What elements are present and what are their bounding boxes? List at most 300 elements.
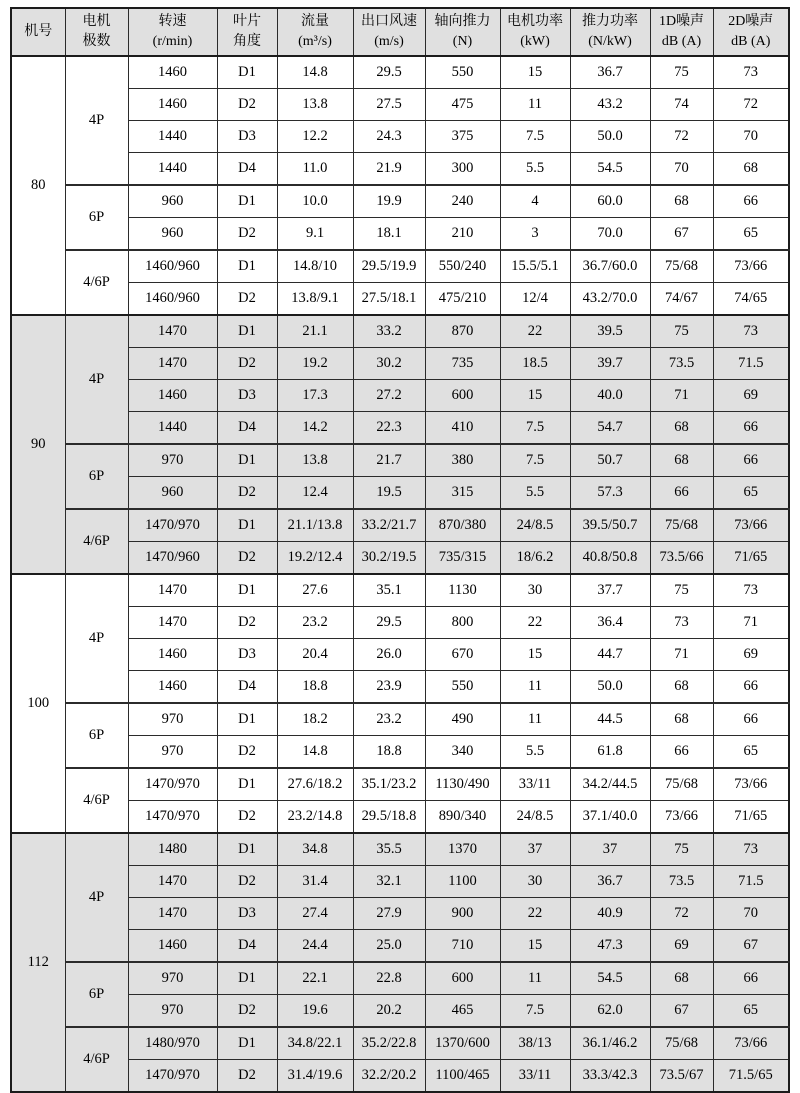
flow-cell: 20.4 [277, 639, 353, 671]
motor-power-cell: 22 [500, 898, 570, 930]
noise-1d-cell: 75 [650, 833, 713, 866]
noise-1d-cell: 75/68 [650, 1027, 713, 1060]
axial-thrust-cell: 600 [425, 962, 500, 995]
outlet-velocity-cell: 29.5/19.9 [353, 250, 425, 283]
thrust-power-cell: 70.0 [570, 218, 650, 251]
outlet-velocity-cell: 19.5 [353, 477, 425, 510]
spec-row [11, 801, 789, 834]
thrust-power-cell: 57.3 [570, 477, 650, 510]
blade-angle-cell: D3 [217, 121, 277, 153]
noise-1d-cell: 73 [650, 607, 713, 639]
noise-2d-cell: 65 [713, 477, 789, 510]
machine-number-cell: 80 [11, 56, 65, 315]
speed-cell: 1460 [128, 56, 217, 89]
blade-angle-cell: D2 [217, 801, 277, 834]
header-row [11, 8, 789, 56]
motor-power-cell: 38/13 [500, 1027, 570, 1060]
thrust-power-cell: 39.5 [570, 315, 650, 348]
spec-row [11, 283, 789, 316]
motor-power-cell: 33/11 [500, 1060, 570, 1093]
noise-2d-cell: 73 [713, 574, 789, 607]
axial-thrust-cell: 340 [425, 736, 500, 769]
thrust-power-cell: 44.7 [570, 639, 650, 671]
axial-thrust-cell: 1100/465 [425, 1060, 500, 1093]
header-thrust-power [570, 8, 650, 56]
thrust-power-cell: 40.0 [570, 380, 650, 412]
motor-power-cell: 37 [500, 833, 570, 866]
axial-thrust-cell: 1130/490 [425, 768, 500, 801]
thrust-power-cell: 40.9 [570, 898, 650, 930]
speed-cell: 970 [128, 703, 217, 736]
blade-angle-cell: D2 [217, 348, 277, 380]
speed-cell: 1460 [128, 671, 217, 704]
noise-1d-cell: 73/66 [650, 801, 713, 834]
blade-angle-cell: D1 [217, 250, 277, 283]
flow-cell: 13.8 [277, 444, 353, 477]
thrust-power-cell: 54.5 [570, 962, 650, 995]
header-outlet-velocity-line2: (m/s) [374, 34, 404, 49]
spec-row [11, 185, 789, 218]
motor-power-cell: 15 [500, 56, 570, 89]
noise-1d-cell: 68 [650, 412, 713, 445]
flow-cell: 13.8/9.1 [277, 283, 353, 316]
noise-2d-cell: 72 [713, 89, 789, 121]
outlet-velocity-cell: 21.7 [353, 444, 425, 477]
spec-row [11, 509, 789, 542]
speed-cell: 1440 [128, 121, 217, 153]
motor-power-cell: 11 [500, 671, 570, 704]
outlet-velocity-cell: 26.0 [353, 639, 425, 671]
flow-cell: 24.4 [277, 930, 353, 963]
header-blade-angle [217, 8, 277, 56]
outlet-velocity-cell: 27.5/18.1 [353, 283, 425, 316]
motor-power-cell: 15 [500, 380, 570, 412]
noise-1d-cell: 71 [650, 639, 713, 671]
pole-count-cell: 6P [65, 703, 128, 768]
header-noise-2d-line1: 2D噪声 [728, 14, 774, 30]
noise-2d-cell: 70 [713, 121, 789, 153]
pole-count-cell: 6P [65, 444, 128, 509]
outlet-velocity-cell: 30.2/19.5 [353, 542, 425, 575]
thrust-power-cell: 50.7 [570, 444, 650, 477]
motor-power-cell: 11 [500, 962, 570, 995]
header-thrust-power-line2: (N/kW) [588, 34, 632, 49]
blade-angle-cell: D2 [217, 477, 277, 510]
noise-2d-cell: 66 [713, 703, 789, 736]
axial-thrust-cell: 670 [425, 639, 500, 671]
speed-cell: 970 [128, 995, 217, 1028]
spec-row [11, 671, 789, 704]
noise-1d-cell: 72 [650, 121, 713, 153]
spec-row [11, 768, 789, 801]
header-blade-angle-line1: 叶片 [233, 14, 261, 30]
spec-row [11, 607, 789, 639]
flow-cell: 22.1 [277, 962, 353, 995]
speed-cell: 1470 [128, 866, 217, 898]
motor-power-cell: 7.5 [500, 995, 570, 1028]
blade-angle-cell: D4 [217, 412, 277, 445]
spec-row [11, 639, 789, 671]
thrust-power-cell: 37.7 [570, 574, 650, 607]
noise-2d-cell: 74/65 [713, 283, 789, 316]
axial-thrust-cell: 890/340 [425, 801, 500, 834]
flow-cell: 31.4 [277, 866, 353, 898]
outlet-velocity-cell: 23.2 [353, 703, 425, 736]
thrust-power-cell: 36.7/60.0 [570, 250, 650, 283]
blade-angle-cell: D1 [217, 509, 277, 542]
outlet-velocity-cell: 22.8 [353, 962, 425, 995]
motor-power-cell: 24/8.5 [500, 509, 570, 542]
spec-row [11, 930, 789, 963]
spec-row [11, 574, 789, 607]
noise-1d-cell: 67 [650, 218, 713, 251]
motor-power-cell: 15 [500, 639, 570, 671]
noise-1d-cell: 67 [650, 995, 713, 1028]
blade-angle-cell: D1 [217, 703, 277, 736]
motor-power-cell: 3 [500, 218, 570, 251]
flow-cell: 14.8 [277, 736, 353, 769]
thrust-power-cell: 37.1/40.0 [570, 801, 650, 834]
motor-power-cell: 18/6.2 [500, 542, 570, 575]
outlet-velocity-cell: 27.2 [353, 380, 425, 412]
outlet-velocity-cell: 35.1/23.2 [353, 768, 425, 801]
speed-cell: 960 [128, 218, 217, 251]
noise-1d-cell: 68 [650, 671, 713, 704]
noise-2d-cell: 66 [713, 671, 789, 704]
outlet-velocity-cell: 29.5 [353, 607, 425, 639]
noise-2d-cell: 68 [713, 153, 789, 186]
flow-cell: 17.3 [277, 380, 353, 412]
blade-angle-cell: D3 [217, 639, 277, 671]
outlet-velocity-cell: 33.2 [353, 315, 425, 348]
motor-power-cell: 7.5 [500, 444, 570, 477]
blade-angle-cell: D4 [217, 153, 277, 186]
blade-angle-cell: D2 [217, 283, 277, 316]
noise-2d-cell: 69 [713, 380, 789, 412]
header-noise-1d [650, 8, 713, 56]
header-noise-2d-line2: dB (A) [731, 34, 771, 49]
header-axial-thrust-line1: 轴向推力 [434, 14, 491, 30]
noise-1d-cell: 70 [650, 153, 713, 186]
noise-1d-cell: 75/68 [650, 509, 713, 542]
speed-cell: 1470/970 [128, 509, 217, 542]
flow-cell: 11.0 [277, 153, 353, 186]
motor-power-cell: 11 [500, 703, 570, 736]
spec-row [11, 1060, 789, 1093]
outlet-velocity-cell: 29.5 [353, 56, 425, 89]
speed-cell: 1460/960 [128, 283, 217, 316]
header-motor-power-line1: 电机功率 [507, 14, 563, 30]
blade-angle-cell: D2 [217, 542, 277, 575]
axial-thrust-cell: 1130 [425, 574, 500, 607]
outlet-velocity-cell: 19.9 [353, 185, 425, 218]
axial-thrust-cell: 475/210 [425, 283, 500, 316]
noise-2d-cell: 73 [713, 833, 789, 866]
axial-thrust-cell: 870/380 [425, 509, 500, 542]
axial-thrust-cell: 1370/600 [425, 1027, 500, 1060]
pole-count-cell: 4P [65, 56, 128, 185]
flow-cell: 19.2 [277, 348, 353, 380]
axial-thrust-cell: 465 [425, 995, 500, 1028]
motor-power-cell: 7.5 [500, 121, 570, 153]
flow-cell: 14.2 [277, 412, 353, 445]
noise-2d-cell: 73/66 [713, 250, 789, 283]
noise-2d-cell: 65 [713, 736, 789, 769]
thrust-power-cell: 54.7 [570, 412, 650, 445]
flow-cell: 23.2/14.8 [277, 801, 353, 834]
noise-1d-cell: 69 [650, 930, 713, 963]
speed-cell: 1470 [128, 315, 217, 348]
thrust-power-cell: 43.2/70.0 [570, 283, 650, 316]
noise-2d-cell: 73/66 [713, 768, 789, 801]
noise-1d-cell: 66 [650, 477, 713, 510]
noise-2d-cell: 70 [713, 898, 789, 930]
noise-1d-cell: 74 [650, 89, 713, 121]
noise-2d-cell: 66 [713, 444, 789, 477]
speed-cell: 1470/970 [128, 801, 217, 834]
spec-row [11, 866, 789, 898]
flow-cell: 19.6 [277, 995, 353, 1028]
axial-thrust-cell: 870 [425, 315, 500, 348]
spec-row [11, 995, 789, 1028]
motor-power-cell: 30 [500, 574, 570, 607]
spec-row [11, 348, 789, 380]
table-body [11, 56, 789, 1092]
spec-row [11, 89, 789, 121]
motor-power-cell: 15 [500, 930, 570, 963]
blade-angle-cell: D1 [217, 315, 277, 348]
thrust-power-cell: 43.2 [570, 89, 650, 121]
thrust-power-cell: 36.1/46.2 [570, 1027, 650, 1060]
pole-count-cell: 6P [65, 185, 128, 250]
thrust-power-cell: 37 [570, 833, 650, 866]
outlet-velocity-cell: 23.9 [353, 671, 425, 704]
motor-power-cell: 7.5 [500, 412, 570, 445]
spec-row [11, 703, 789, 736]
outlet-velocity-cell: 29.5/18.8 [353, 801, 425, 834]
spec-row [11, 1027, 789, 1060]
noise-1d-cell: 68 [650, 962, 713, 995]
speed-cell: 1470 [128, 898, 217, 930]
noise-1d-cell: 75 [650, 315, 713, 348]
spec-row [11, 542, 789, 575]
outlet-velocity-cell: 32.2/20.2 [353, 1060, 425, 1093]
blade-angle-cell: D2 [217, 1060, 277, 1093]
speed-cell: 1440 [128, 412, 217, 445]
flow-cell: 21.1/13.8 [277, 509, 353, 542]
speed-cell: 1460 [128, 930, 217, 963]
blade-angle-cell: D3 [217, 898, 277, 930]
motor-power-cell: 24/8.5 [500, 801, 570, 834]
pole-count-cell: 4P [65, 833, 128, 962]
outlet-velocity-cell: 35.2/22.8 [353, 1027, 425, 1060]
speed-cell: 1470 [128, 607, 217, 639]
header-machine-number [11, 8, 65, 56]
outlet-velocity-cell: 32.1 [353, 866, 425, 898]
motor-power-cell: 12/4 [500, 283, 570, 316]
noise-2d-cell: 69 [713, 639, 789, 671]
spec-row [11, 412, 789, 445]
pole-count-cell: 4P [65, 574, 128, 703]
flow-cell: 27.6 [277, 574, 353, 607]
speed-cell: 1470/970 [128, 1060, 217, 1093]
flow-cell: 23.2 [277, 607, 353, 639]
outlet-velocity-cell: 24.3 [353, 121, 425, 153]
motor-power-cell: 22 [500, 607, 570, 639]
axial-thrust-cell: 410 [425, 412, 500, 445]
header-axial-thrust-line2: (N) [452, 34, 473, 49]
axial-thrust-cell: 735/315 [425, 542, 500, 575]
outlet-velocity-cell: 33.2/21.7 [353, 509, 425, 542]
motor-power-cell: 5.5 [500, 736, 570, 769]
speed-cell: 1440 [128, 153, 217, 186]
noise-1d-cell: 66 [650, 736, 713, 769]
blade-angle-cell: D4 [217, 671, 277, 704]
header-speed-line2: (r/min) [152, 34, 193, 49]
axial-thrust-cell: 600 [425, 380, 500, 412]
blade-angle-cell: D1 [217, 574, 277, 607]
axial-thrust-cell: 1370 [425, 833, 500, 866]
axial-thrust-cell: 300 [425, 153, 500, 186]
flow-cell: 18.2 [277, 703, 353, 736]
thrust-power-cell: 36.7 [570, 56, 650, 89]
axial-thrust-cell: 900 [425, 898, 500, 930]
noise-1d-cell: 75/68 [650, 768, 713, 801]
header-machine-number-line1: 机号 [24, 24, 53, 40]
motor-power-cell: 5.5 [500, 477, 570, 510]
blade-angle-cell: D2 [217, 218, 277, 251]
header-motor-poles-line2: 极数 [82, 34, 111, 49]
flow-cell: 10.0 [277, 185, 353, 218]
header-outlet-velocity-line1: 出口风速 [361, 14, 417, 30]
blade-angle-cell: D1 [217, 962, 277, 995]
thrust-power-cell: 36.4 [570, 607, 650, 639]
noise-2d-cell: 71.5 [713, 866, 789, 898]
noise-2d-cell: 66 [713, 412, 789, 445]
spec-row [11, 444, 789, 477]
thrust-power-cell: 39.7 [570, 348, 650, 380]
noise-1d-cell: 73.5/67 [650, 1060, 713, 1093]
noise-2d-cell: 73 [713, 315, 789, 348]
spec-row [11, 833, 789, 866]
thrust-power-cell: 50.0 [570, 121, 650, 153]
machine-number-cell: 112 [11, 833, 65, 1092]
motor-power-cell: 33/11 [500, 768, 570, 801]
speed-cell: 970 [128, 962, 217, 995]
fan-spec-table [10, 7, 790, 1093]
noise-1d-cell: 68 [650, 185, 713, 218]
header-speed-line1: 转速 [158, 14, 187, 30]
flow-cell: 18.8 [277, 671, 353, 704]
blade-angle-cell: D2 [217, 995, 277, 1028]
motor-power-cell: 4 [500, 185, 570, 218]
axial-thrust-cell: 550/240 [425, 250, 500, 283]
speed-cell: 1470/960 [128, 542, 217, 575]
thrust-power-cell: 50.0 [570, 671, 650, 704]
machine-number-cell: 100 [11, 574, 65, 833]
flow-cell: 34.8 [277, 833, 353, 866]
noise-2d-cell: 73/66 [713, 1027, 789, 1060]
motor-power-cell: 18.5 [500, 348, 570, 380]
flow-cell: 21.1 [277, 315, 353, 348]
header-noise-1d-line1: 1D噪声 [658, 14, 705, 30]
flow-cell: 14.8/10 [277, 250, 353, 283]
header-speed [128, 8, 217, 56]
flow-cell: 27.6/18.2 [277, 768, 353, 801]
header-motor-power [500, 8, 570, 56]
blade-angle-cell: D1 [217, 444, 277, 477]
speed-cell: 970 [128, 444, 217, 477]
flow-cell: 13.8 [277, 89, 353, 121]
speed-cell: 1470 [128, 574, 217, 607]
spec-row [11, 153, 789, 186]
pole-count-cell: 4/6P [65, 509, 128, 574]
blade-angle-cell: D2 [217, 736, 277, 769]
flow-cell: 31.4/19.6 [277, 1060, 353, 1093]
thrust-power-cell: 62.0 [570, 995, 650, 1028]
header-motor-poles [65, 8, 128, 56]
motor-power-cell: 30 [500, 866, 570, 898]
speed-cell: 1460 [128, 89, 217, 121]
thrust-power-cell: 60.0 [570, 185, 650, 218]
motor-power-cell: 11 [500, 89, 570, 121]
blade-angle-cell: D1 [217, 833, 277, 866]
header-flow [277, 8, 353, 56]
axial-thrust-cell: 210 [425, 218, 500, 251]
header-motor-power-line2: (kW) [520, 34, 550, 49]
noise-1d-cell: 73.5/66 [650, 542, 713, 575]
axial-thrust-cell: 735 [425, 348, 500, 380]
table-header [11, 8, 789, 56]
flow-cell: 19.2/12.4 [277, 542, 353, 575]
flow-cell: 12.4 [277, 477, 353, 510]
thrust-power-cell: 47.3 [570, 930, 650, 963]
pole-count-cell: 6P [65, 962, 128, 1027]
header-flow-line2: (m³/s) [298, 34, 332, 49]
spec-row [11, 218, 789, 251]
speed-cell: 1460 [128, 380, 217, 412]
flow-cell: 14.8 [277, 56, 353, 89]
flow-cell: 34.8/22.1 [277, 1027, 353, 1060]
speed-cell: 960 [128, 477, 217, 510]
header-noise-1d-line2: dB (A) [661, 34, 702, 49]
noise-1d-cell: 73.5 [650, 866, 713, 898]
outlet-velocity-cell: 25.0 [353, 930, 425, 963]
axial-thrust-cell: 550 [425, 56, 500, 89]
outlet-velocity-cell: 18.8 [353, 736, 425, 769]
noise-1d-cell: 68 [650, 703, 713, 736]
speed-cell: 1480/970 [128, 1027, 217, 1060]
header-axial-thrust [425, 8, 500, 56]
noise-2d-cell: 71/65 [713, 542, 789, 575]
blade-angle-cell: D3 [217, 380, 277, 412]
pole-count-cell: 4/6P [65, 768, 128, 833]
spec-row [11, 56, 789, 89]
blade-angle-cell: D1 [217, 185, 277, 218]
machine-number-cell: 90 [11, 315, 65, 574]
noise-1d-cell: 72 [650, 898, 713, 930]
pole-count-cell: 4P [65, 315, 128, 444]
noise-2d-cell: 73 [713, 56, 789, 89]
speed-cell: 1480 [128, 833, 217, 866]
spec-row [11, 736, 789, 769]
spec-row [11, 250, 789, 283]
blade-angle-cell: D1 [217, 56, 277, 89]
flow-cell: 12.2 [277, 121, 353, 153]
spec-row [11, 380, 789, 412]
motor-power-cell: 22 [500, 315, 570, 348]
blade-angle-cell: D2 [217, 89, 277, 121]
